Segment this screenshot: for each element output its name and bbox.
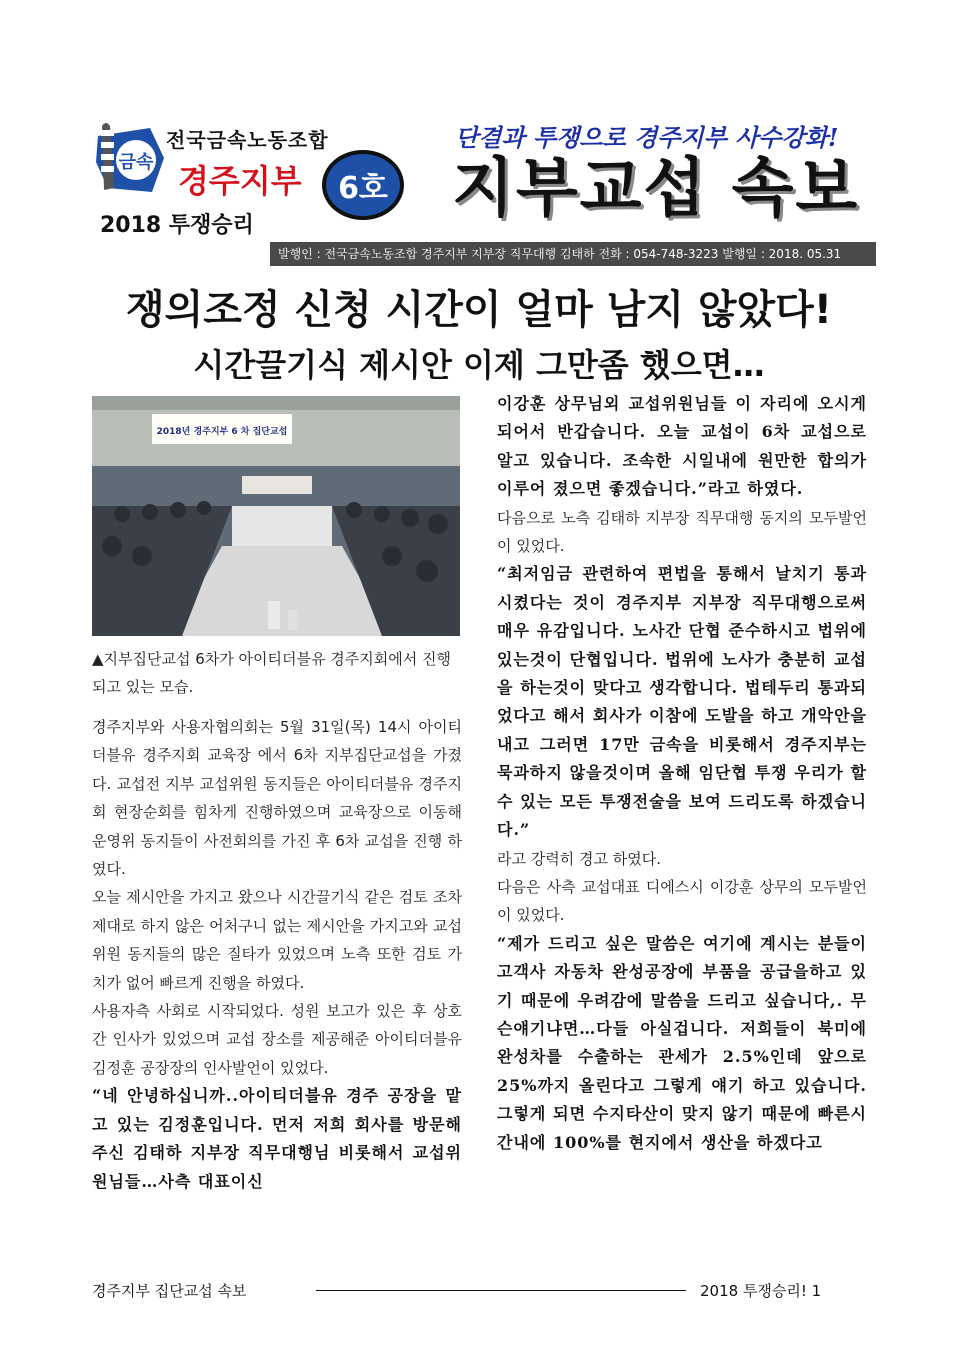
article-paragraph: 라고 강력히 경고 하였다. bbox=[497, 849, 661, 868]
issue-number-badge: 6호 bbox=[322, 150, 404, 220]
meeting-photo bbox=[92, 396, 460, 636]
headline: 쟁의조정 신청 시간이 얼마 남지 않았다! bbox=[125, 287, 833, 333]
article-paragraph: 사용자측 사회로 시작되었다. 성원 보고가 있은 후 상호간 인사가 있었으며 교섭 장소를 제공해준 아이티더블유 김정훈 공장장의 인사발언이 있었다. bbox=[92, 1002, 462, 1077]
slogan: 단결과 투쟁으로 경주지부 사수강화! bbox=[455, 123, 839, 152]
article-quote: “제가 드리고 싶은 말씀은 여기에 계시는 분들이 고객사 자동차 완성공장에 부품을 공급을하고 있기 때문에 우려감에 말씀을 드리고 싶습니다,. 무슨얘기냐면…다들 아실겁니다. 저희들이 북미에 완성차를 수출하는 관세가 2.5%인데 앞으로 25%까지 올린다고 그렇게 얘기 하고 있습니다. 그렇게 되면 수지타산이 맞지 않기 때문에 빠른시간내에 100%를 현지에서 생산을 하겠다고 bbox=[497, 933, 867, 1152]
photo-banner-text: 2018년 경주지부 6 차 집단교섭 bbox=[156, 427, 288, 437]
footer-divider bbox=[316, 1290, 686, 1291]
footer-title: 경주지부 집단교섭 속보 bbox=[92, 1282, 247, 1300]
newsletter-title: 지부교섭 속보 bbox=[452, 152, 860, 226]
victory-slogan: 2018 투쟁승리 bbox=[100, 213, 254, 238]
union-logo bbox=[92, 118, 170, 198]
article-paragraph: 오늘 제시안을 가지고 왔으나 시간끌기식 같은 검토 조차 제대로 하지 않은 어처구니 없는 제시안을 가지고와 교섭위원 동지들의 많은 질타가 있었으며 노측 또한 검토 가치가 없어 빠르게 진행을 하였다. bbox=[92, 888, 462, 992]
publisher-bar: 발행인 : 전국금속노동조합 경주지부 지부장 직무대행 김태하 전화 : 054-748-3223 발행일 : 2018. 05.31 bbox=[270, 242, 876, 266]
article-quote: “최저임금 관련하여 편법을 통해서 날치기 통과시켰다는 것이 경주지부 지부장 직무대행으로써 매우 유감입니다. 노사간 단협 준수하시고 법위에 있는것이 단협입니다. 법위에 노사가 충분히 교섭을 하는것이 맞다고 생각합니다. 법테두리 통과되었다고 해서 회사가 이참에 도발을 하고 개악안을 내고 그러면 17만 금속을 비롯해서 경주지부는 묵과하지 않을것이며 올해 임단협 투쟁 우리가 할수 있는 모든 투쟁전술을 보여 드리도록 하겠습니다.” bbox=[497, 564, 867, 840]
logo-text: 금속 bbox=[118, 152, 154, 173]
article-right-column bbox=[497, 390, 867, 1157]
article-quote: “네 안녕하십니까..아이티더블유 경주 공장을 맡고 있는 김정훈입니다. 먼저 저희 회사를 방문해 주신 김태하 지부장 직무대행님 비롯해서 교섭위원님들…사측 대표이신 bbox=[92, 1086, 462, 1191]
org-name: 전국금속노동조합 bbox=[166, 128, 329, 152]
article-paragraph: 다음은 사측 교섭대표 디에스시 이강훈 상무의 모두발언이 있었다. bbox=[497, 877, 867, 925]
article-left-column bbox=[92, 713, 462, 1196]
article-quote: 이강훈 상무님외 교섭위원님들 이 자리에 오시게 되어서 반갑습니다. 오늘 교섭이 6차 교섭으로 알고 있습니다. 조속한 시일내에 원만한 합의가 이루어 졌으면 좋겠습니다.”라고 하였다. bbox=[497, 394, 867, 499]
subheadline: 시간끌기식 제시안 이제 그만좀 했으면… bbox=[193, 346, 765, 384]
article-paragraph: 경주지부와 사용자협의회는 5월 31일(목) 14시 아이티더블유 경주지회 교육장 에서 6차 지부집단교섭을 가졌다. 교섭전 지부 교섭위원 동지들은 아이티더블유 경주지회 현장순회를 힘차게 진행하였으며 교육장으로 이동해 운영위 동지들이 사전회의를 가진 후 6차 교섭을 진행 하였다. bbox=[92, 718, 462, 879]
photo-caption: ▲지부집단교섭 6차가 아이티더블유 경주지회에서 진행되고 있는 모습. bbox=[92, 650, 451, 696]
footer-page-info: 2018 투쟁승리! 1 bbox=[700, 1282, 822, 1300]
branch-name: 경주지부 bbox=[178, 162, 302, 200]
article-paragraph: 다음으로 노측 김태하 지부장 직무대행 동지의 모두발언이 있었다. bbox=[497, 508, 867, 556]
